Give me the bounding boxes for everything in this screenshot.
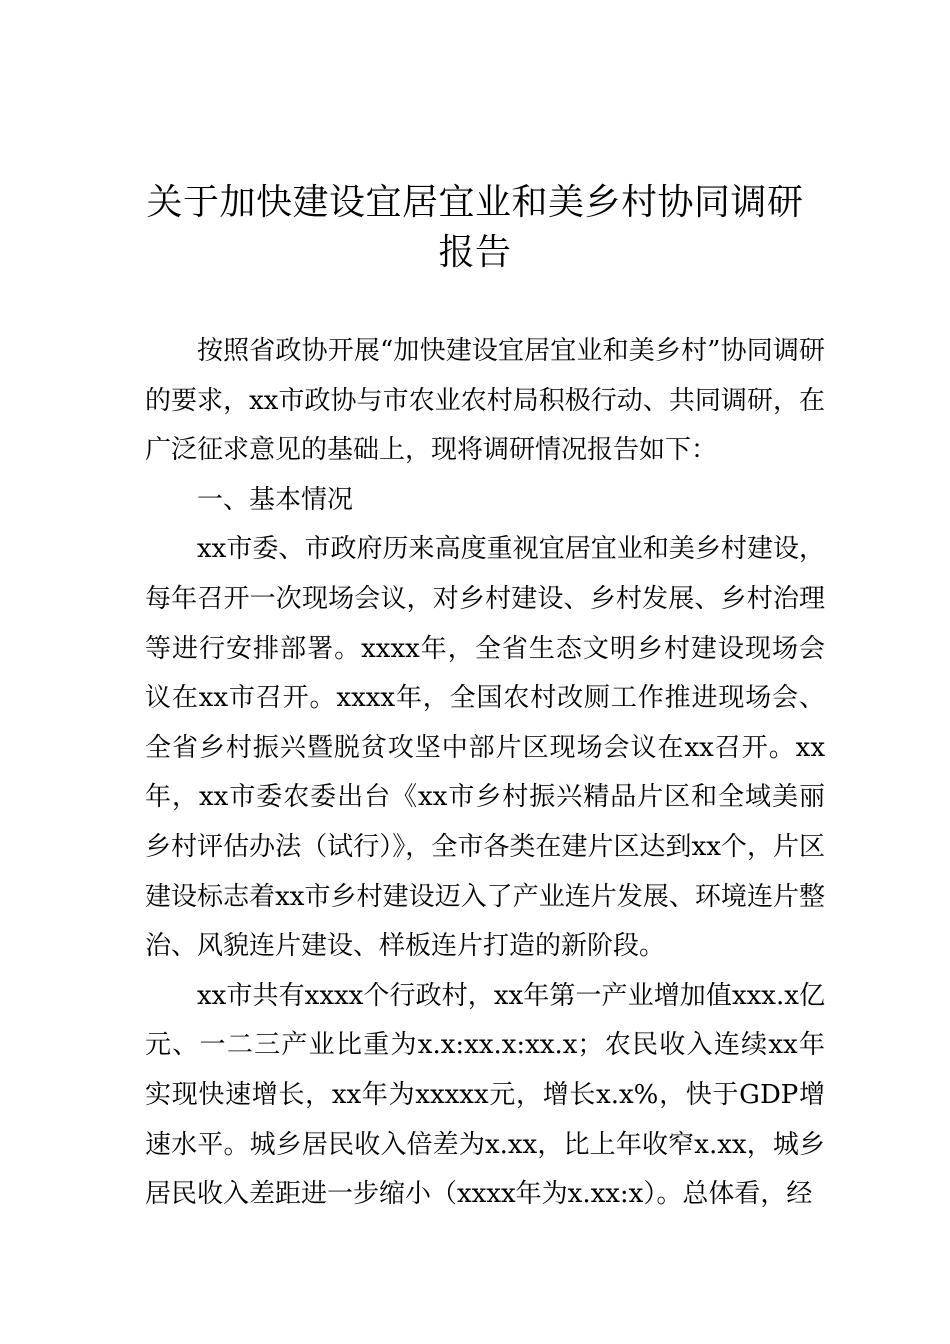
document-title [120,178,830,278]
paragraph-statistics: xx市共有xxxx个行政村，xx年第一产业增加值xxx.x亿元、一二三产业比重为x.x:xx.x:xx.x；农民收入连续xx年实现快速增长，xx年为xxxxx元，增长x.x%，快于GDP增速水平。城乡居民收入倍差为x.xx，比上年收窄x.xx，城乡居民收入差距进一步缩小（xxxx年为x.xx:x）。总体看，经 [145,980,825,1210]
title-line-2: 报告 [438,232,512,273]
title-line-1: 关于加快建设宜居宜业和美乡村协同调研 [146,182,804,223]
section-heading: 一、基本情况 [197,484,354,515]
document-body [145,327,825,1220]
paragraph-basic-situation: xx市委、市政府历来高度重视宜居宜业和美乡村建设，每年召开一次现场会议，对乡村建设、乡村发展、乡村治理等进行安排部署。xxxx年，全省生态文明乡村建设现场会议在xx市召开。xxxx年，全国农村改厕工作推进现场会、全省乡村振兴暨脱贫攻坚中部片区现场会议在xx召开。xx年，xx市委农委出台《xx市乡村振兴精品片区和全域美丽乡村评估办法（试行）》，全市各类在建片区达到xx个，片区建设标志着xx市乡村建设迈入了产业连片发展、环境连片整治、风貌连片建设、样板连片打造的新阶段。 [145,534,825,962]
paragraph-intro: 按照省政协开展“加快建设宜居宜业和美乡村”协同调研的要求，xx市政协与市农业农村局积极行动、共同调研，在广泛征求意见的基础上，现将调研情况报告如下： [145,336,825,466]
